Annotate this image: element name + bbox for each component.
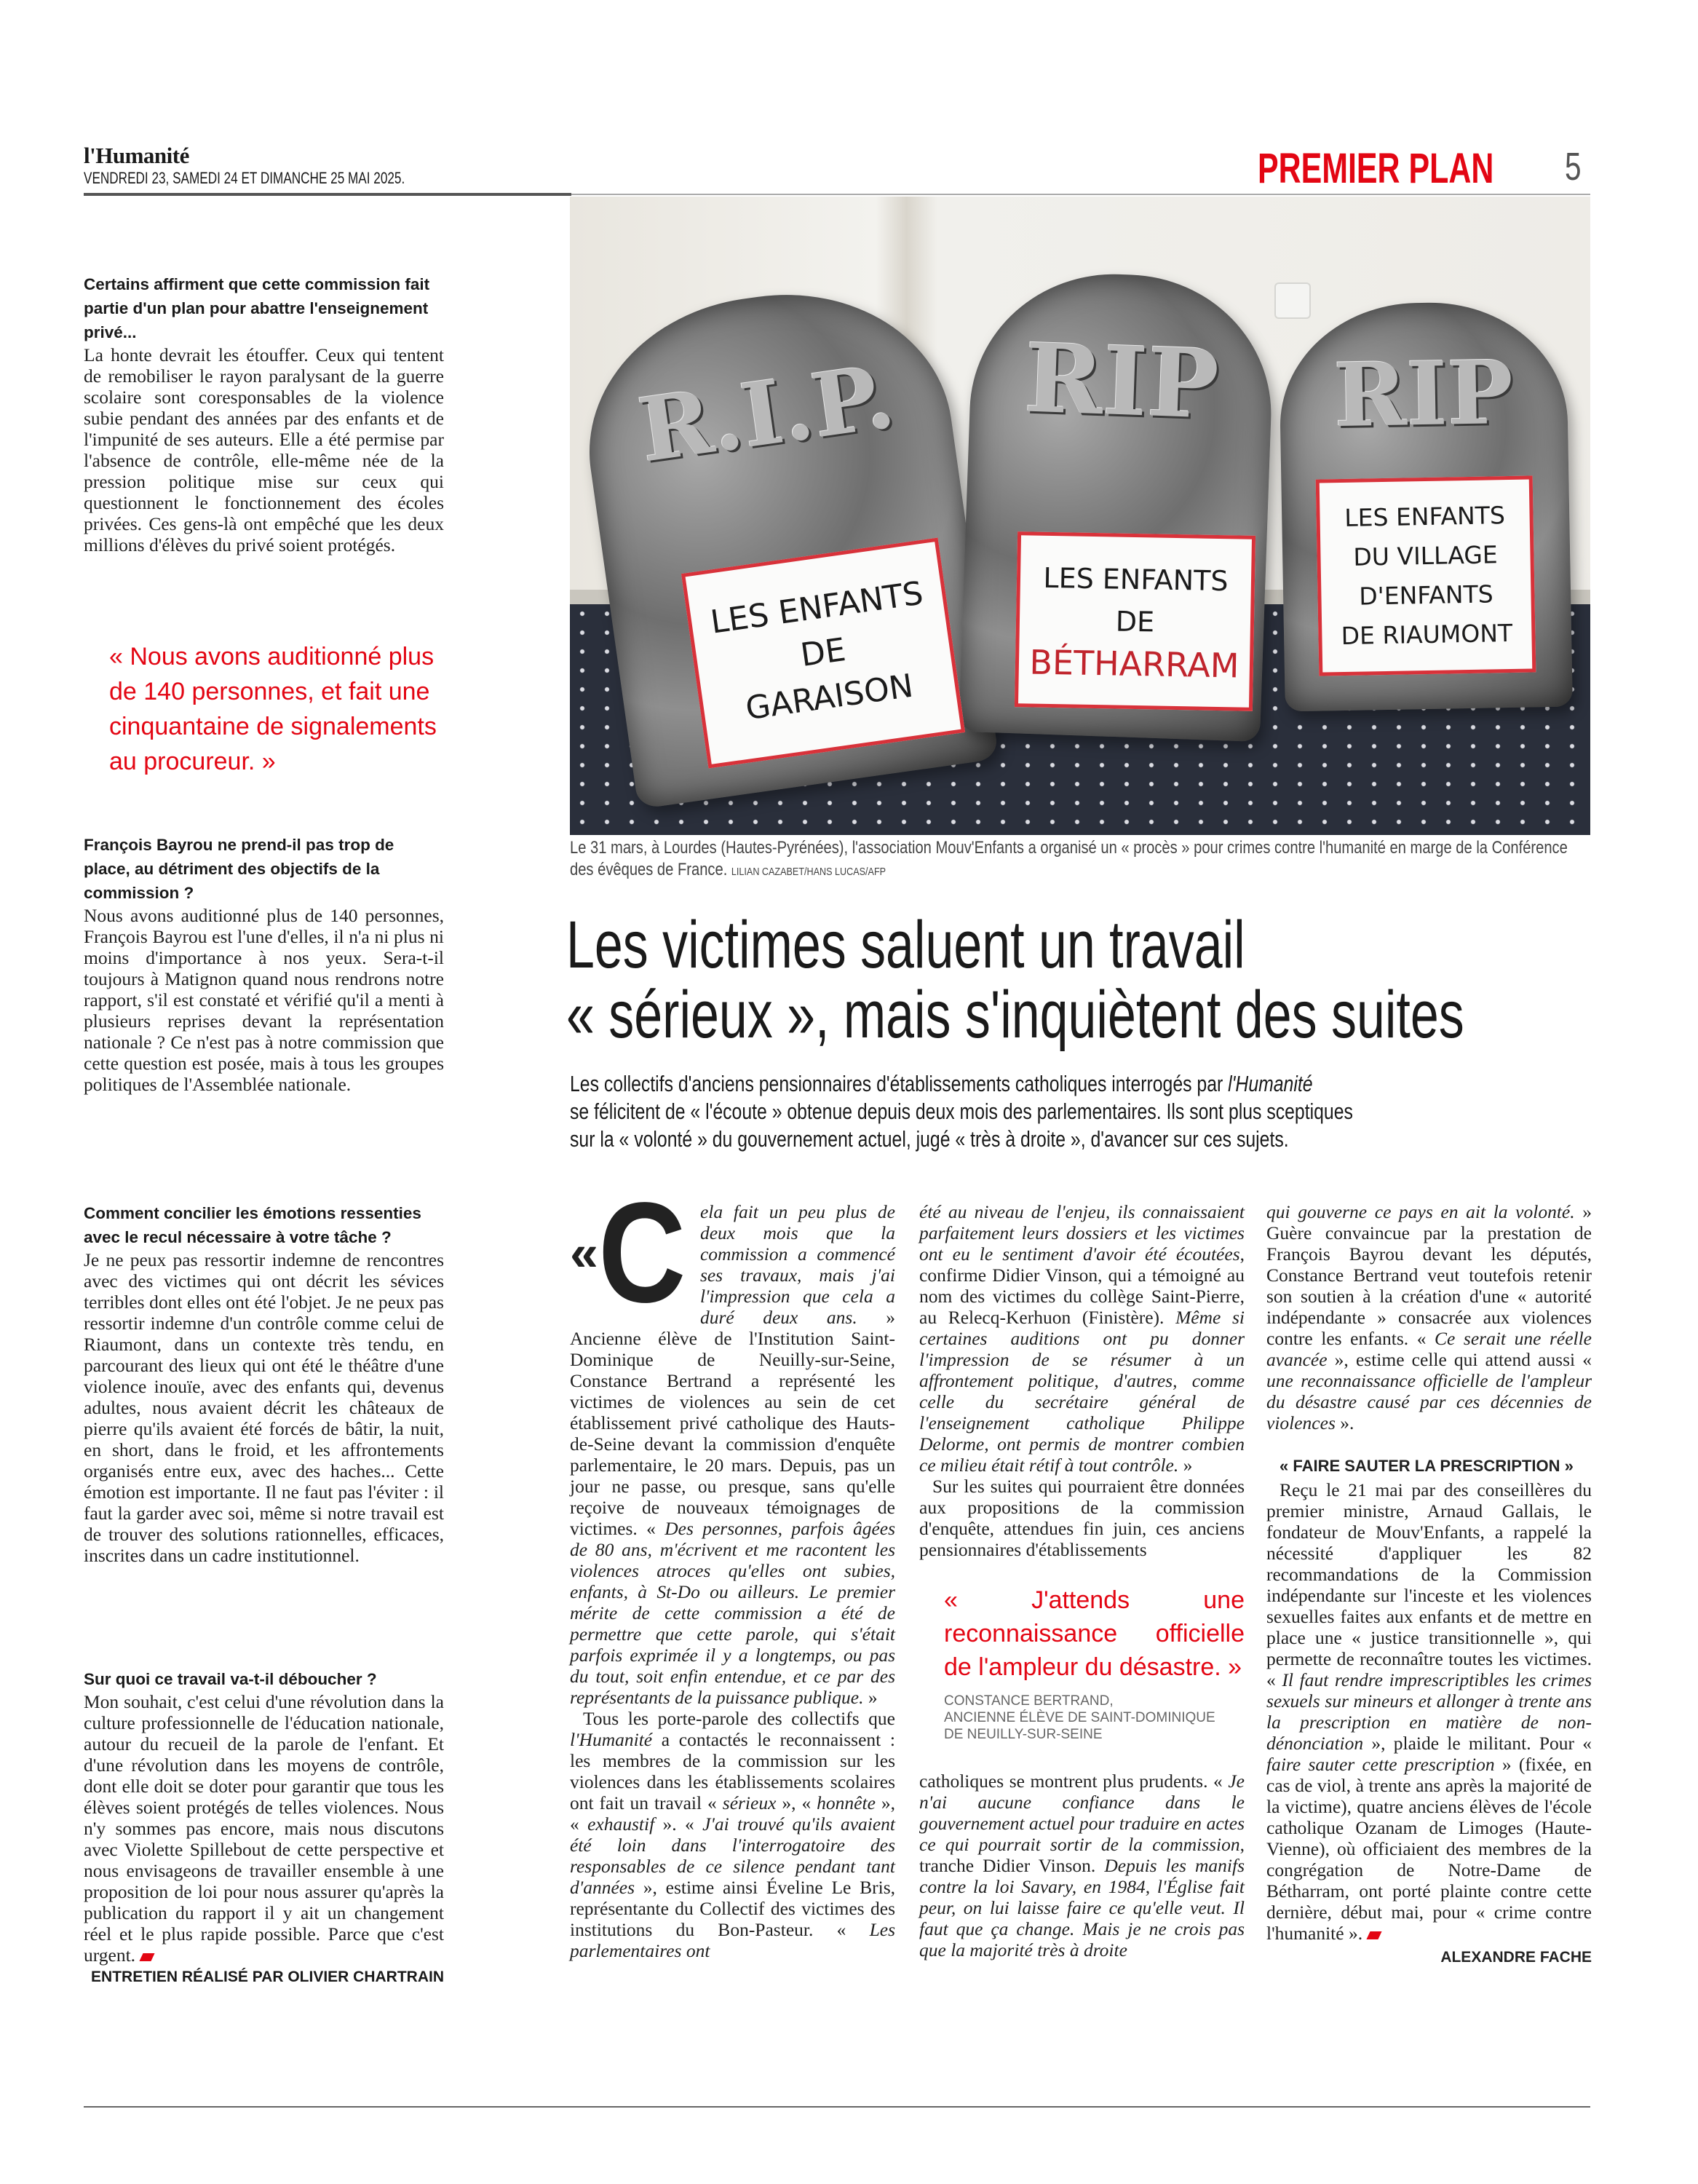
- body-text: Reçu le 21 mai par des conseillères du premier ministre, Arnaud Gallais, le fondateur de Mouv'Enfants, a rappelé la nécessité d'appliquer les 82 recommandations de la Commission indépendante sur l'inceste et les violences sexuelles faites aux enfants et de mettre en place une « justice transitionnelle », qui permette de reconnaître toutes les victimes. «: [1266, 1479, 1592, 1690]
- italic-quote-text: honnête: [817, 1792, 876, 1813]
- italic-quote-text: été au niveau de l'enjeu, ils connaissaient parfaitement leurs dossiers et les victimes ont eu le sentiment d'avoir été écoutées: [919, 1201, 1245, 1265]
- italic-quote-text: l'Humanité: [1228, 1071, 1313, 1096]
- body-text: Tous les porte-parole des collectifs que: [583, 1708, 895, 1729]
- sign-line: D'ENFANTS: [1358, 579, 1493, 611]
- photo-wall-outlet: [1274, 282, 1311, 319]
- article-column-1: [570, 1173, 896, 1961]
- italic-quote-text: Je n'ai aucune confiance dans le gouvernement actuel pour traduire en actes ce qui pourrait sortir de la commission: [919, 1770, 1245, 1855]
- article-column-3: [1266, 1201, 1592, 1968]
- body-text: , confirme Didier Vinson, qui a témoigné au nom des victimes du collège Saint-Pierre, au Relecq-Kerhuon (Finistère).: [919, 1243, 1245, 1328]
- body-text: ».: [1335, 1412, 1354, 1433]
- body-text: Sur les suites qui pourraient être données aux propositions de la commission d'enquête, attendues fin juin, ces anciens pensionnaires d'établissements: [919, 1476, 1245, 1560]
- drop-cap: [570, 1173, 693, 1332]
- italic-quote-text: une reconnaissance officielle de l'ampleur du désastre causé par ces décennies de violences: [1266, 1370, 1592, 1433]
- article-column-2: [919, 1201, 1245, 1961]
- interview-byline: ENTRETIEN RÉALISÉ PAR OLIVIER CHARTRAIN: [91, 1969, 444, 1985]
- article-photo: [570, 197, 1590, 835]
- end-mark-icon: [1367, 1931, 1382, 1939]
- interview-question: Certains affirment que cette commission fait partie d'un plan pour abattre l'enseignement privé...: [84, 275, 430, 341]
- body-text: a contactés le reconnaissent : les membres de la commission sur les violences dans les établissements scolaires ont fait un travail «: [570, 1729, 895, 1813]
- interview-block-1: [84, 272, 444, 555]
- section-title-text: PREMIER PLAN: [1258, 145, 1494, 192]
- body-text: »: [863, 1687, 878, 1708]
- interview-question: François Bayrou ne prend-il pas trop de place, au détriment des objectifs de la commission ?: [84, 836, 394, 902]
- drop-cap-letter: C: [598, 1173, 686, 1332]
- interview-answer: Je ne peux pas ressortir indemne de rencontres avec des victimes qui ont décrit les sévices terribles dont elles ont été l'objet. Je ne peux pas ressortir indemne d'un contrôle comme celui de Riaumont, dans un contexte très tendu, en parcourant des lieux qui ont été le théâtre d'une violence inouïe, avec des enfants qui, devenus adultes, nous avaient décrit les châteaux de pierre qu'ils avaient été forcés de bâtir, la nuit, en short, dans le froid, et les affrontements organisés entre eux, avec des haches... Cette émotion est importante. Il ne faut pas l'éviter : il faut la garder avec soi, même si notre travail est de trouver des solutions rationnelles, efficaces, inscrites dans un cadre institutionnel.: [84, 1249, 444, 1566]
- sign-line: DU VILLAGE: [1353, 540, 1499, 571]
- page-number: [1565, 144, 1587, 189]
- body-text: »: [1178, 1455, 1193, 1476]
- issue-date: [84, 169, 496, 188]
- body-text: se félicitent de « l'écoute » obtenue depuis deux mois des parlementaires. Ils sont plus sceptiques: [570, 1099, 1353, 1124]
- end-mark-icon: [139, 1953, 154, 1961]
- italic-quote-text: qui gouverne ce pays en ait la volonté.: [1266, 1201, 1575, 1222]
- body-text: », «: [776, 1792, 817, 1813]
- article-paragraph: [1266, 1479, 1592, 1944]
- italic-quote-text: Ce serait une réelle avancée: [1266, 1328, 1592, 1370]
- body-text: » Guère convaincue par la prestation de François Bayrou devant les députés, Constance Bertrand veut toutefois retenir son soutien à la création d'une « autorité indépendante » consacrée aux violences contre les enfants. «: [1266, 1201, 1592, 1349]
- body-text: Les collectifs d'anciens pensionnaires d'établissements catholiques interrogés par: [570, 1071, 1229, 1096]
- interview-block-4: [84, 1667, 444, 1986]
- article-paragraph: [570, 1708, 895, 1961]
- gravestone-inscription: R.I.P.: [632, 344, 901, 483]
- interview-question: Comment concilier les émotions ressenties avec le recul nécessaire à votre tâche ?: [84, 1204, 421, 1246]
- protest-sign-1: [681, 538, 965, 769]
- body-text: ». «: [654, 1813, 703, 1835]
- protest-sign-2: [1015, 531, 1255, 711]
- sign-line: GARAISON: [743, 667, 916, 728]
- italic-quote-text: Il faut rendre imprescriptibles les crimes sexuels sur mineurs et allonger à trente ans la prescription en matière de non-dénonciation: [1266, 1669, 1592, 1754]
- protest-sign-3: [1316, 475, 1536, 676]
- italic-quote-text: J'ai trouvé qu'ils avaient été loin dans l'interrogatoire des responsables de ce silence pendant tant d'années: [570, 1813, 896, 1898]
- italic-quote-text: exhaustif: [587, 1813, 655, 1835]
- article-headline: [566, 910, 1698, 1050]
- interview-answer-text: Mon souhait, c'est celui d'une révolution dans la culture professionnelle de l'éducation nationale, autour du recueil de la parole de l'enfant. Et d'une révolution dans les moyens de contrôle, dont elle doit se doter pour garantir que tous les élèves soient protégés de telles violences. Nous n'y sommes pas encore, mais nous discutons avec Violette Spillebout de cette perspective et nous envisageons de travailler ensemble à une proposition de loi pour nous assurer qu'après la publication du rapport il y ait un changement réel et le plus rapide possible. Parce que c'est urgent.: [84, 1691, 444, 1966]
- italic-quote-text: ela fait un peu plus de deux mois que la commission a commencé ses travaux, mais j'ai l'impression que cela a duré deux ans.: [699, 1201, 895, 1328]
- sign-line: DE RIAUMONT: [1341, 618, 1513, 651]
- sign-line: DE: [1115, 605, 1155, 638]
- headline-line: Les victimes saluent un travail: [566, 908, 1245, 982]
- article-paragraph: [919, 1476, 1245, 1560]
- sign-line: DE: [798, 630, 849, 675]
- body-text: catholiques se montrent plus prudents. «: [919, 1770, 1229, 1792]
- italic-quote-text: Des personnes, parfois âgées de 80 ans, m'écrivent et me racontent les violences atroces qu'elles ont subies, enfants, à St-Do ou ailleurs. Le premier mérite de cette commission a été de permettre que cette parole, qui s'était parfois exprimée il y a longtemps, ou pas du tout, soit enfin entendue, et ce par des représentants de la puissance publique.: [570, 1518, 896, 1708]
- italic-quote-text: Depuis les manifs contre la loi Savary, en 1984, l'Église fait peur, on lui laisse faire ce qu'elle veut. Il faut que ça change. Mais je ne crois pas que la majorité très à droite: [919, 1855, 1245, 1961]
- interview-block-3: [84, 1201, 444, 1566]
- page-number-text: 5: [1565, 145, 1582, 189]
- article-paragraph: [919, 1770, 1245, 1961]
- pull-quote-attribution: [944, 1693, 1245, 1743]
- body-text: sur la « volonté » du gouvernement actuel, jugé « très à droite », d'avancer sur ces sujets.: [570, 1126, 1289, 1152]
- headline-line: « sérieux », mais s'inquiètent des suites: [566, 978, 1464, 1052]
- sign-line: BÉTHARRAM: [1029, 641, 1239, 686]
- italic-quote-text: l'Humanité: [570, 1729, 653, 1750]
- attribution-line: DE NEUILLY-SUR-SEINE: [944, 1727, 1103, 1742]
- photo-caption-text: Le 31 mars, à Lourdes (Hautes-Pyrénées), l'association Mouv'Enfants a organisé un « procès » pour crimes contre l'humanité en marge de la Conférence des évêques de France.: [570, 838, 1568, 879]
- attribution-line: CONSTANCE BERTRAND,: [944, 1693, 1114, 1709]
- article-paragraph: [1266, 1201, 1592, 1433]
- italic-quote-text: faire sauter cette prescription: [1266, 1754, 1495, 1775]
- body-text: », estime celle qui attend aussi «: [1327, 1349, 1592, 1370]
- photo-credit: LILIAN CAZABET/HANS LUCAS/AFP: [731, 866, 886, 878]
- interview-pull-quote: « Nous avons auditionné plus de 140 personnes, et fait une cinquantaine de signalements au procureur. »: [109, 643, 437, 775]
- newspaper-logo: l'Humanité: [84, 143, 189, 168]
- sign-line: LES ENFANTS: [1043, 561, 1229, 597]
- gravestone-inscription: RIP: [1023, 322, 1221, 440]
- sign-line: LES ENFANTS: [708, 574, 926, 641]
- article-pull-quote: [944, 1583, 1245, 1743]
- body-text: , tranche Didier Vinson.: [919, 1834, 1245, 1876]
- drop-cap-quote: «: [570, 1224, 598, 1281]
- issue-date-text: VENDREDI 23, SAMEDI 24 ET DIMANCHE 25 MAI 2025.: [84, 169, 405, 187]
- footer-rule: [84, 2106, 1590, 2108]
- italic-quote-text: Les parlementaires ont: [570, 1919, 895, 1961]
- pull-quote-text: « J'attends une reconnaissance officielle de l'ampleur du désastre. »: [944, 1586, 1245, 1681]
- attribution-line: ANCIENNE ÉLÈVE DE SAINT-DOMINIQUE: [944, 1710, 1215, 1725]
- gravestone-inscription: RIP: [1333, 341, 1515, 448]
- body-text: » Ancienne élève de l'Institution Saint-Dominique de Neuilly-sur-Seine, Constance Bertrand a représenté les victimes de violences au sein de cet établissement privé catholique des Hauts-de-Seine devant la commission d'enquête parlementaire, le 20 mars. Depuis, pas un jour ne passe, ou presque, sans qu'elle reçoive de nouveaux témoignages de victimes. «: [570, 1307, 895, 1539]
- body-text: », «: [570, 1792, 895, 1835]
- interview-block-2: [84, 833, 444, 1095]
- italic-quote-text: Même si certaines auditions ont pu donner l'impression de se résumer à un affrontement politique, d'autres, comme celle du secrétaire général de l'enseignement catholique Philippe Delorme, ont permis de montrer combien ce milieu était rétif à tout contrôle.: [919, 1307, 1245, 1476]
- italic-quote-text: sérieux: [722, 1792, 777, 1813]
- article-standfirst: [570, 1070, 1549, 1153]
- standfirst-line: [570, 1098, 1353, 1125]
- interview-answer: [84, 1691, 444, 1966]
- interview-question: Sur quoi ce travail va-t-il déboucher ?: [84, 1670, 377, 1688]
- article-byline: ALEXANDRE FACHE: [1440, 1949, 1592, 1966]
- body-text: », plaide le militant. Pour «: [1363, 1733, 1592, 1754]
- article-paragraph: [919, 1201, 1245, 1476]
- header-rule-left: [84, 193, 571, 196]
- interview-answer: Nous avons auditionné plus de 140 personnes, François Bayrou est l'une d'elles, il n'a ni plus ni moins d'importance à nos yeux. Sera-t-il toujours à Matignon quand nous rendrons notre rapport, s'il est constaté et vérifié qu'il a menti à plusieurs reprises devant la représentation nationale ? Ce n'est pas à notre commission que cette question est posée, mais à tous les groupes politiques de l'Assemblée nationale.: [84, 905, 444, 1095]
- header-rule-right: [571, 194, 1590, 195]
- photo-caption: [570, 837, 1698, 883]
- interview-answer: La honte devrait les étouffer. Ceux qui tentent de remobiliser le rayon paralysant de la guerre scolaire sont coresponsables de la violence subie pendant des années par des enfants et de l'impunité de ses auteurs. Elle a été permise par l'absence de contrôle, elle-même née de la pression politique mise sur ceux qui questionnent le fonctionnement des écoles privées. Ces gens-là ont empêché que les deux millions d'élèves du privé soient protégés.: [84, 344, 444, 555]
- standfirst-line: [570, 1070, 1313, 1098]
- article-subheading: « FAIRE SAUTER LA PRESCRIPTION »: [1280, 1457, 1574, 1475]
- body-text: » (fixée, en cas de viol, à trente ans après la majorité de la victime), quatre anciens élèves de l'école catholique Ozanam de Limoges (Haute-Vienne), où officiaient des membres de la congrégation de Notre-Dame de Bétharram, ont porté plainte contre cette dernière, début mai, pour « crime contre l'humanité ».: [1266, 1754, 1592, 1944]
- standfirst-line: [570, 1125, 1289, 1153]
- sign-line: LES ENFANTS: [1344, 501, 1506, 532]
- section-title: [1258, 144, 1576, 193]
- body-text: », estime ainsi Éveline Le Bris, représentante du Collectif des victimes des institutions du Bon-Pasteur. «: [570, 1877, 895, 1940]
